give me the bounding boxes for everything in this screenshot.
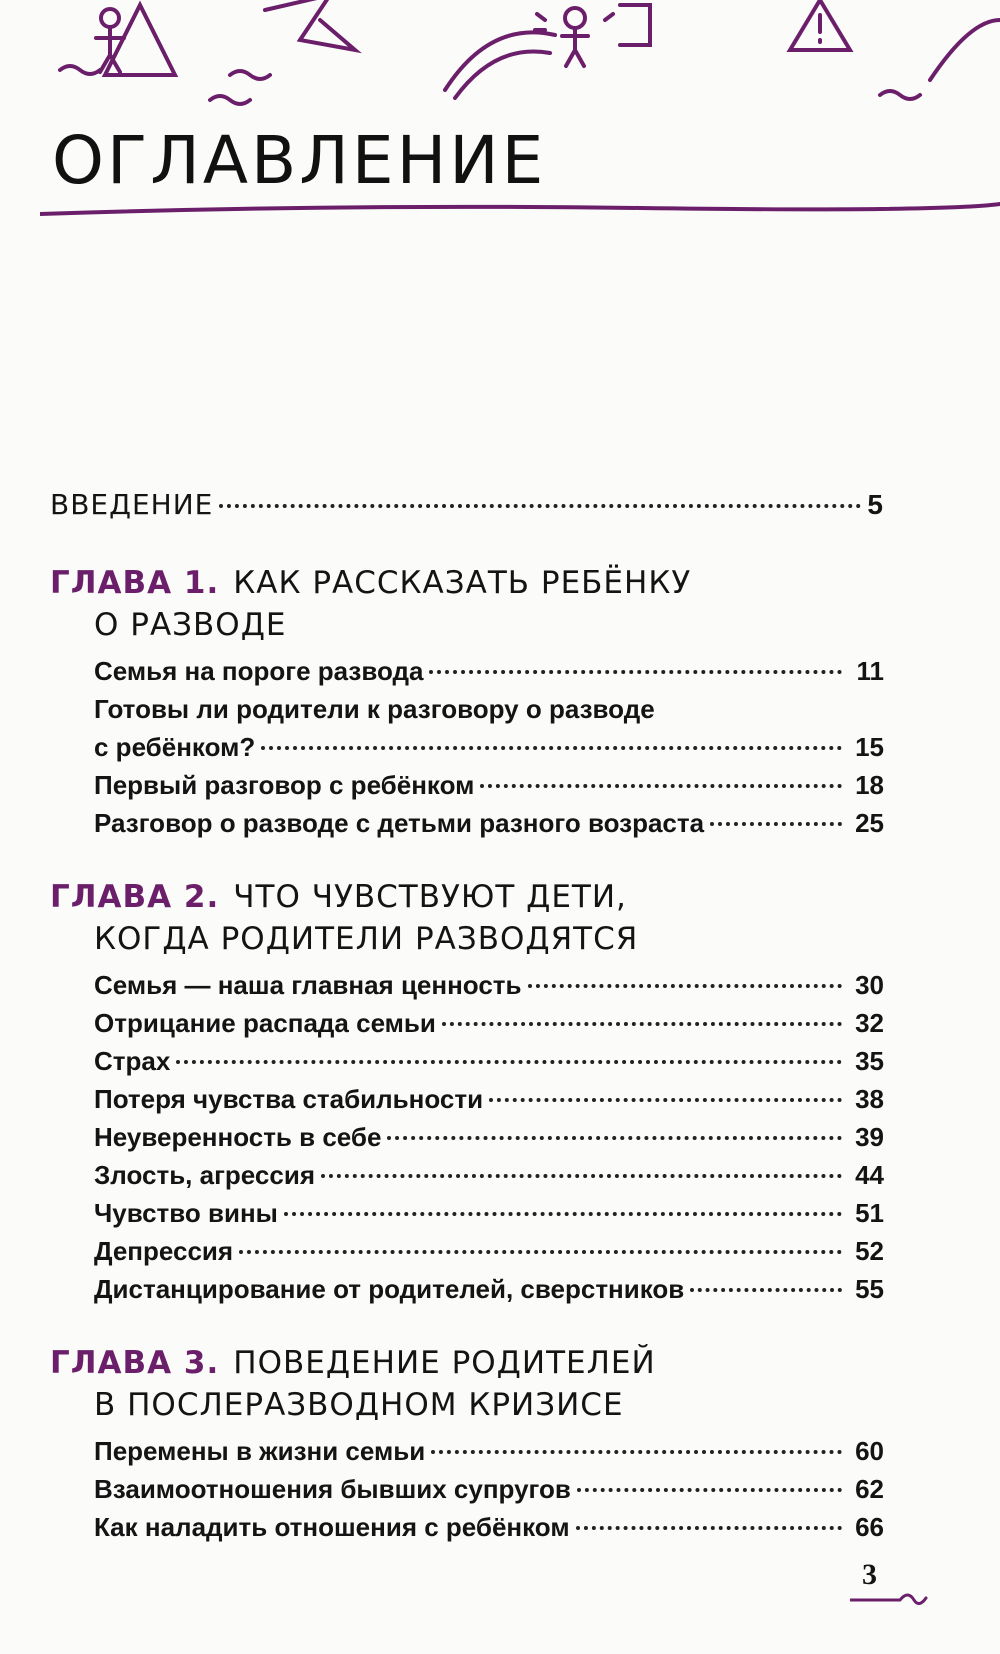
entry-page: 44 <box>855 1160 884 1190</box>
chapter-title-line1: ЧТО ЧУВСТВУЮТ ДЕТИ, <box>233 879 627 915</box>
dot-leader <box>690 1288 842 1292</box>
entry-label: Отрицание распада семьи <box>94 1008 436 1038</box>
dot-leader <box>429 670 842 674</box>
table-of-contents <box>50 488 884 1546</box>
dot-leader <box>284 1212 842 1216</box>
dot-leader <box>480 784 842 788</box>
entry-label: Первый разговор с ребёнком <box>94 770 475 800</box>
chapter-title-line2: В ПОСЛЕРАЗВОДНОМ КРИЗИСЕ <box>94 1387 624 1423</box>
dot-leader <box>710 822 842 826</box>
entry-label: Депрессия <box>94 1236 234 1266</box>
dot-leader <box>528 984 842 988</box>
entry-page: 52 <box>855 1236 884 1266</box>
dot-leader <box>387 1136 842 1140</box>
entry-label: Разговор о разводе с детьми разного возраста <box>94 808 705 838</box>
chapter-title-line2: О РАЗВОДЕ <box>94 607 287 643</box>
chapter-heading[interactable] <box>50 562 884 646</box>
entry-page: 51 <box>855 1198 884 1228</box>
chapter-title-line1: ПОВЕДЕНИЕ РОДИТЕЛЕЙ <box>233 1345 656 1381</box>
dot-leader <box>321 1174 842 1178</box>
chapter-heading[interactable] <box>50 1342 884 1426</box>
intro-page: 5 <box>867 489 884 520</box>
entry-label: Как наладить отношения с ребёнком <box>94 1512 570 1542</box>
dot-leader <box>239 1250 842 1254</box>
title-underline <box>40 200 1000 230</box>
chapter-title-line2: КОГДА РОДИТЕЛИ РАЗВОДЯТСЯ <box>94 921 639 957</box>
entry-page: 11 <box>856 656 884 686</box>
dot-leader <box>219 504 861 508</box>
chapter-number: ГЛАВА 2. <box>50 879 220 915</box>
dot-leader <box>261 746 842 750</box>
toc-entry[interactable] <box>50 766 884 804</box>
intro-label: ВВЕДЕНИЕ <box>50 488 214 521</box>
toc-entry[interactable] <box>50 1232 884 1270</box>
page-number-flourish <box>850 1588 930 1608</box>
chapter-heading[interactable] <box>50 876 884 960</box>
chapter-title-line1: КАК РАССКАЗАТЬ РЕБЁНКУ <box>233 565 692 601</box>
entry-page: 32 <box>855 1008 884 1038</box>
toc-entry[interactable] <box>50 1194 884 1232</box>
page-number: 3 <box>862 1558 877 1591</box>
entry-label: Неуверенность в себе <box>94 1122 382 1152</box>
entry-page: 60 <box>855 1436 884 1466</box>
entry-label: Страх <box>94 1046 171 1076</box>
toc-entry[interactable] <box>50 1080 884 1118</box>
dot-leader <box>577 1488 842 1492</box>
dot-leader <box>489 1098 842 1102</box>
entry-page: 15 <box>855 732 884 762</box>
toc-entry[interactable] <box>50 1118 884 1156</box>
toc-entry[interactable] <box>50 1470 884 1508</box>
entry-page: 66 <box>855 1512 884 1542</box>
toc-entry[interactable] <box>50 652 884 690</box>
dot-leader <box>576 1526 842 1530</box>
entry-page: 62 <box>855 1474 884 1504</box>
entry-label: Потеря чувства стабильности <box>94 1084 484 1114</box>
chapter-number: ГЛАВА 3. <box>50 1345 220 1381</box>
dot-leader <box>431 1450 842 1454</box>
chapter-number: ГЛАВА 1. <box>50 565 220 601</box>
entry-label-line1: Готовы ли родители к разговору о разводе <box>94 694 655 724</box>
dot-leader <box>176 1060 842 1064</box>
toc-entry[interactable] <box>50 1042 884 1080</box>
toc-entry[interactable] <box>50 1004 884 1042</box>
entry-label: Дистанцирование от родителей, сверстников <box>94 1274 685 1304</box>
entry-label: Перемены в жизни семьи <box>94 1436 426 1466</box>
toc-entry[interactable] <box>50 1270 884 1308</box>
page-title: ОГЛАВЛЕНИЕ <box>52 122 547 199</box>
toc-entry[interactable] <box>50 690 884 766</box>
entry-label-line2: с ребёнком? <box>94 732 256 762</box>
entry-label: Чувство вины <box>94 1198 278 1228</box>
entry-label: Семья — наша главная ценность <box>94 970 522 1000</box>
toc-entry[interactable] <box>50 966 884 1004</box>
toc-entry[interactable] <box>50 1156 884 1194</box>
entry-page: 55 <box>855 1274 884 1304</box>
entry-page: 18 <box>855 770 884 800</box>
entry-page: 35 <box>855 1046 884 1076</box>
toc-entry[interactable] <box>50 1432 884 1470</box>
toc-entry[interactable] <box>50 804 884 842</box>
toc-entry[interactable] <box>50 1508 884 1546</box>
entry-label: Семья на пороге развода <box>94 656 424 686</box>
entry-label: Злость, агрессия <box>94 1160 315 1190</box>
toc-intro[interactable] <box>50 488 884 528</box>
entry-page: 38 <box>855 1084 884 1114</box>
entry-page: 30 <box>855 970 884 1000</box>
entry-label: Взаимоотношения бывших супругов <box>94 1474 571 1504</box>
entry-page: 39 <box>855 1122 884 1152</box>
dot-leader <box>442 1022 842 1026</box>
entry-page: 25 <box>855 808 884 838</box>
